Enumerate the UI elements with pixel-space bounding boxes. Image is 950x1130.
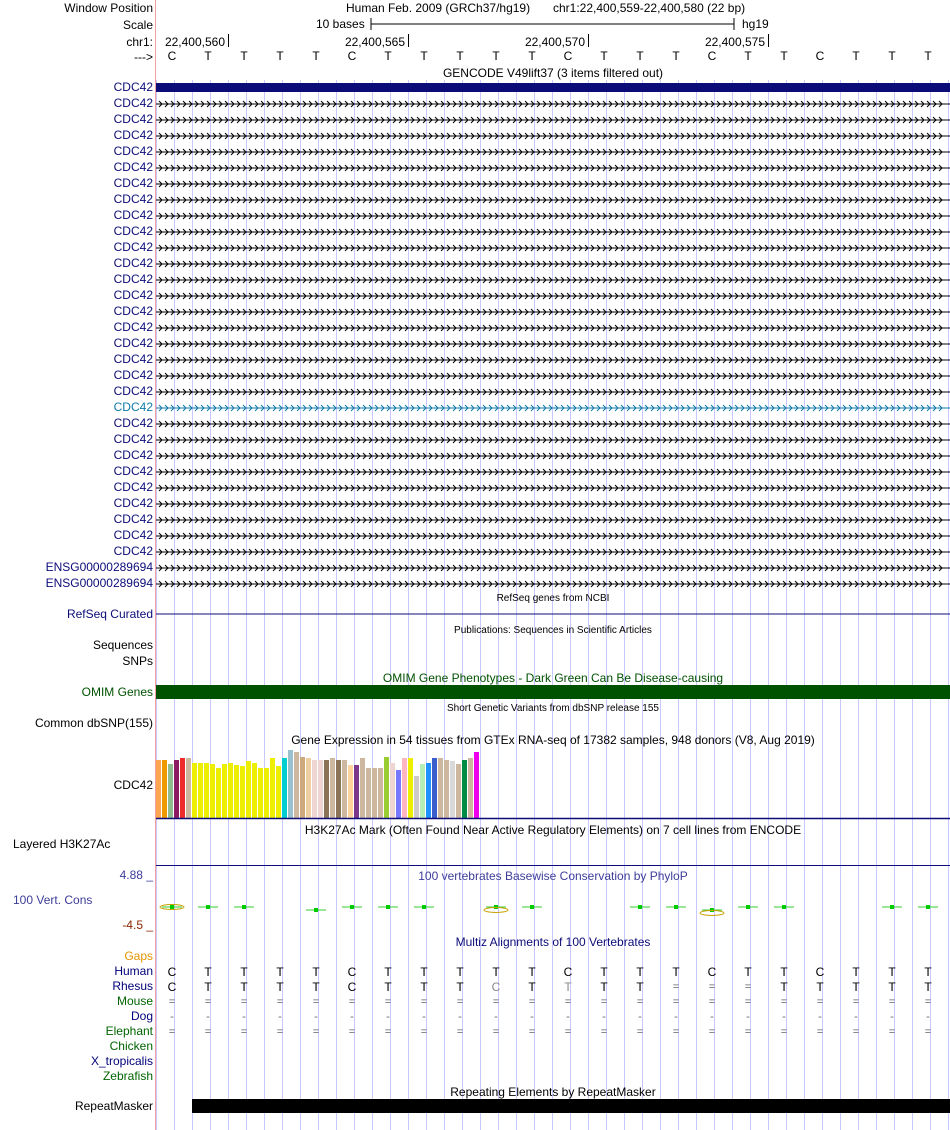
- gtex-tissue-bar: [234, 765, 239, 818]
- gencode-item-label[interactable]: CDC42: [113, 304, 153, 318]
- phylop-score-mark: [674, 905, 678, 909]
- gtex-tissue-bar: [402, 758, 407, 818]
- multiz-base: C: [563, 965, 573, 979]
- multiz-base: T: [888, 965, 896, 979]
- strand-label: --->: [134, 50, 153, 64]
- multiz-base: -: [314, 1011, 318, 1023]
- multiz-base: -: [890, 1011, 894, 1023]
- gtex-tissue-bar: [180, 758, 185, 818]
- gtex-tissue-bar: [252, 763, 257, 818]
- multiz-base: T: [240, 965, 248, 979]
- multiz-base: T: [888, 980, 896, 994]
- multiz-base: =: [600, 996, 608, 1008]
- gtex-tissue-bar: [216, 768, 221, 818]
- multiz-base: =: [276, 996, 284, 1008]
- phylop-score-mark: [422, 905, 426, 909]
- gtex-track-title: Gene Expression in 54 tissues from GTEx RNA-seq of 17382 samples, 948 donors (V8, Aug 2019): [291, 733, 815, 747]
- multiz-base: -: [386, 1011, 390, 1023]
- refseq-track-label[interactable]: RefSeq Curated: [66, 607, 153, 621]
- multiz-species-label[interactable]: Gaps: [124, 949, 153, 963]
- multiz-base: -: [278, 1011, 282, 1023]
- multiz-base: =: [168, 1026, 176, 1038]
- multiz-base: T: [852, 980, 860, 994]
- gtex-tissue-bar: [426, 763, 431, 818]
- ruler-tick-label: 22,400,565: [344, 35, 405, 49]
- multiz-base: =: [492, 1026, 500, 1038]
- multiz-base: T: [924, 965, 932, 979]
- multiz-base: T: [528, 965, 536, 979]
- multiz-base: =: [420, 1026, 428, 1038]
- multiz-base: -: [494, 1011, 498, 1023]
- multiz-base: -: [566, 1011, 570, 1023]
- multiz-base: C: [167, 965, 177, 979]
- phylop-score-mark: [242, 905, 246, 909]
- gtex-tissue-bar: [222, 764, 227, 818]
- ruler-tick-label: 22,400,570: [524, 35, 585, 49]
- phylop-score-mark: [782, 905, 786, 909]
- multiz-base: =: [204, 1026, 212, 1038]
- sequence-base: T: [528, 49, 536, 63]
- gencode-item-label[interactable]: CDC42: [113, 336, 153, 350]
- multiz-base: T: [600, 980, 608, 994]
- sequence-base: T: [636, 49, 644, 63]
- gencode-item-label[interactable]: CDC42: [113, 496, 153, 510]
- gencode-track-title: GENCODE V49lift37 (3 items filtered out): [442, 66, 664, 80]
- sequence-base: T: [492, 49, 500, 63]
- multiz-base: -: [854, 1011, 858, 1023]
- multiz-base: =: [312, 1026, 320, 1038]
- multiz-base: -: [242, 1011, 246, 1023]
- multiz-base: =: [708, 996, 716, 1008]
- multiz-base: -: [674, 1011, 678, 1023]
- publications-snps-label[interactable]: SNPs: [122, 654, 153, 668]
- multiz-base: -: [818, 1011, 822, 1023]
- gencode-item-label[interactable]: CDC42: [113, 384, 153, 398]
- gtex-tissue-bar: [264, 768, 269, 818]
- gtex-track-label[interactable]: CDC42: [113, 778, 153, 792]
- assembly-text: Human Feb. 2009 (GRCh37/hg19): [346, 1, 531, 15]
- gencode-item-label[interactable]: CDC42: [113, 320, 153, 334]
- gtex-tissue-bar: [444, 760, 449, 818]
- multiz-base: T: [780, 965, 788, 979]
- multiz-base: T: [276, 965, 284, 979]
- sequence-base: C: [563, 49, 573, 63]
- multiz-base: =: [348, 1026, 356, 1038]
- gtex-tissue-bar: [408, 758, 413, 818]
- multiz-base: T: [240, 980, 248, 994]
- multiz-species-label[interactable]: Rhesus: [112, 979, 153, 993]
- gencode-item-label[interactable]: ENSG00000289694: [45, 576, 153, 590]
- sequence-base: T: [240, 49, 248, 63]
- gtex-tissue-bar: [204, 763, 209, 818]
- multiz-base: C: [167, 980, 177, 994]
- gencode-item-label[interactable]: CDC42: [113, 96, 153, 110]
- multiz-base: =: [528, 1026, 536, 1038]
- multiz-base: T: [636, 980, 644, 994]
- gencode-item-label[interactable]: CDC42: [113, 512, 153, 526]
- multiz-base: =: [384, 996, 392, 1008]
- gtex-tissue-bar: [456, 764, 461, 818]
- multiz-base: T: [852, 965, 860, 979]
- gtex-tissue-bar: [450, 761, 455, 818]
- multiz-base: -: [170, 1011, 174, 1023]
- multiz-base: T: [564, 980, 572, 994]
- multiz-species-label[interactable]: Elephant: [105, 1024, 153, 1038]
- phylop-score-mark: [746, 905, 750, 909]
- multiz-base: T: [744, 965, 752, 979]
- multiz-base: =: [672, 996, 680, 1008]
- gtex-tissue-bar: [192, 763, 197, 818]
- gtex-tissue-bar: [468, 758, 473, 818]
- gtex-tissue-bar: [378, 768, 383, 818]
- phylop-track-title: 100 vertebrates Basewise Conservation by PhyloP: [418, 869, 688, 883]
- gtex-tissue-bar: [300, 757, 305, 818]
- sequence-base: T: [672, 49, 680, 63]
- phylop-score-mark: [314, 908, 318, 912]
- multiz-base: T: [492, 965, 500, 979]
- multiz-base: =: [780, 1026, 788, 1038]
- multiz-base: =: [528, 996, 536, 1008]
- multiz-base: T: [456, 980, 464, 994]
- gtex-tissue-bar: [474, 752, 479, 818]
- multiz-base: T: [312, 980, 320, 994]
- multiz-base: T: [312, 965, 320, 979]
- multiz-base: =: [924, 996, 932, 1008]
- ruler-tick-label: 22,400,575: [704, 35, 765, 49]
- multiz-base: =: [384, 1026, 392, 1038]
- multiz-base: =: [420, 996, 428, 1008]
- dbsnp-track-label[interactable]: Common dbSNP(155): [34, 716, 153, 730]
- gtex-tissue-bar: [354, 765, 359, 818]
- gtex-tissue-bar: [306, 758, 311, 818]
- multiz-base: =: [636, 996, 644, 1008]
- sequence-base: C: [167, 49, 177, 63]
- multiz-base: T: [420, 980, 428, 994]
- gencode-item-label[interactable]: CDC42: [113, 400, 153, 414]
- phylop-score-mark: [206, 905, 210, 909]
- gtex-tissue-bar: [246, 761, 251, 818]
- multiz-base: =: [168, 996, 176, 1008]
- multiz-base: T: [528, 980, 536, 994]
- ruler-tick-label: 22,400,560: [164, 35, 225, 49]
- sequence-base: T: [852, 49, 860, 63]
- multiz-base: =: [204, 996, 212, 1008]
- multiz-base: -: [458, 1011, 462, 1023]
- multiz-base: C: [347, 980, 357, 994]
- gencode-item-label[interactable]: CDC42: [113, 352, 153, 366]
- multiz-base: T: [672, 965, 680, 979]
- publications-track-title: Publications: Sequences in Scientific Articles: [454, 625, 652, 636]
- multiz-base: =: [240, 1026, 248, 1038]
- multiz-base: =: [888, 1026, 896, 1038]
- gtex-tissue-bar: [162, 760, 167, 818]
- gtex-tissue-bar: [360, 758, 365, 818]
- gencode-item-label[interactable]: CDC42: [113, 448, 153, 462]
- multiz-base: -: [206, 1011, 210, 1023]
- multiz-base: =: [924, 1026, 932, 1038]
- gencode-item-label[interactable]: CDC42: [113, 544, 153, 558]
- multiz-base: -: [350, 1011, 354, 1023]
- multiz-base: C: [815, 965, 825, 979]
- multiz-track-title: Multiz Alignments of 100 Vertebrates: [455, 935, 651, 949]
- gtex-tissue-bar: [186, 758, 191, 818]
- multiz-base: =: [276, 1026, 284, 1038]
- sequence-base: T: [312, 49, 320, 63]
- sequence-base: T: [924, 49, 932, 63]
- gencode-item-label[interactable]: CDC42: [113, 208, 153, 222]
- gtex-tissue-bar: [174, 760, 179, 818]
- sequence-base: T: [600, 49, 608, 63]
- multiz-base: =: [672, 1026, 680, 1038]
- sequence-base: T: [204, 49, 212, 63]
- gencode-item-label[interactable]: CDC42: [113, 368, 153, 382]
- multiz-base: -: [710, 1011, 714, 1023]
- gtex-tissue-bar: [462, 760, 467, 818]
- phylop-score-mark: [350, 905, 354, 909]
- gtex-tissue-bar: [384, 757, 389, 818]
- multiz-species-label[interactable]: X_tropicalis: [90, 1054, 153, 1068]
- multiz-base: -: [782, 1011, 786, 1023]
- scale-db-label: hg19: [742, 17, 769, 31]
- multiz-base: =: [816, 1026, 824, 1038]
- gencode-item-label[interactable]: ENSG00000289694: [45, 560, 153, 574]
- phylop-score-mark: [890, 905, 894, 909]
- multiz-base: T: [276, 980, 284, 994]
- gtex-tissue-bar: [372, 768, 377, 818]
- omim-track-label[interactable]: OMIM Genes: [81, 685, 153, 699]
- multiz-base: T: [384, 980, 392, 994]
- gtex-tissue-bar: [240, 766, 245, 818]
- multiz-base: T: [456, 965, 464, 979]
- gtex-tissue-bar: [210, 764, 215, 818]
- multiz-base: =: [852, 1026, 860, 1038]
- omim-track-title: OMIM Gene Phenotypes - Dark Green Can Be Disease-causing: [382, 671, 724, 685]
- multiz-base: =: [744, 996, 752, 1008]
- multiz-base: =: [708, 1026, 716, 1038]
- multiz-base: T: [384, 965, 392, 979]
- multiz-base: =: [456, 1026, 464, 1038]
- gtex-tissue-bar: [366, 768, 371, 818]
- multiz-base: T: [636, 965, 644, 979]
- gencode-item-label[interactable]: CDC42: [113, 432, 153, 446]
- phylop-score-mark: [530, 905, 534, 909]
- multiz-species-label[interactable]: Dog: [130, 1009, 153, 1023]
- h3k27ac-track-label[interactable]: Layered H3K27Ac: [13, 837, 111, 851]
- sequence-base: T: [384, 49, 392, 63]
- chrom-label: chr1:: [126, 35, 153, 49]
- gencode-exon-block: [156, 83, 950, 92]
- multiz-species-label[interactable]: Mouse: [116, 994, 153, 1008]
- multiz-base: =: [852, 996, 860, 1008]
- multiz-base: =: [780, 996, 788, 1008]
- gtex-tissue-bar: [432, 758, 437, 818]
- gencode-item-label[interactable]: CDC42: [113, 464, 153, 478]
- sequence-base: C: [815, 49, 825, 63]
- gencode-item-label[interactable]: CDC42: [113, 128, 153, 142]
- gencode-item-label[interactable]: CDC42: [113, 272, 153, 286]
- scale-bar-label: 10 bases: [316, 17, 365, 31]
- gtex-tissue-bar: [168, 764, 173, 818]
- multiz-base: =: [636, 1026, 644, 1038]
- multiz-base: =: [492, 996, 500, 1008]
- sequence-base: T: [744, 49, 752, 63]
- gtex-tissue-bar: [342, 760, 347, 818]
- multiz-species-label[interactable]: Zebrafish: [102, 1069, 153, 1083]
- publications-sequences-label[interactable]: Sequences: [92, 638, 153, 652]
- gencode-item-label[interactable]: CDC42: [113, 112, 153, 126]
- omim-bar: [156, 685, 950, 699]
- gtex-tissue-bar: [390, 763, 395, 818]
- refseq-track-title: RefSeq genes from NCBI: [496, 593, 610, 604]
- multiz-base: =: [708, 981, 716, 993]
- sequence-base: T: [420, 49, 428, 63]
- gencode-item-label[interactable]: CDC42: [113, 256, 153, 270]
- multiz-base: =: [744, 981, 752, 993]
- gencode-item-label[interactable]: CDC42: [113, 144, 153, 158]
- repeatmasker-track-title: Repeating Elements by RepeatMasker: [450, 1085, 656, 1099]
- gtex-tissue-bar: [348, 765, 353, 818]
- multiz-base: =: [672, 981, 680, 993]
- gencode-item-label[interactable]: CDC42: [113, 80, 153, 94]
- multiz-base: =: [240, 996, 248, 1008]
- multiz-base: T: [204, 965, 212, 979]
- gtex-tissue-bar: [282, 758, 287, 818]
- gtex-tissue-bar: [318, 760, 323, 818]
- multiz-base: C: [347, 965, 357, 979]
- multiz-base: =: [564, 996, 572, 1008]
- gtex-tissue-bar: [414, 776, 419, 818]
- gencode-item-label[interactable]: CDC42: [113, 288, 153, 302]
- gtex-tissue-bar: [258, 768, 263, 818]
- multiz-species-label[interactable]: Human: [114, 964, 153, 978]
- gtex-tissue-bar: [270, 758, 275, 818]
- dbsnp-track-title: Short Genetic Variants from dbSNP release 155: [447, 703, 659, 714]
- multiz-base: -: [602, 1011, 606, 1023]
- gencode-item-label[interactable]: CDC42: [113, 224, 153, 238]
- multiz-base: =: [600, 1026, 608, 1038]
- sequence-base: T: [276, 49, 284, 63]
- gtex-tissue-bar: [396, 770, 401, 818]
- phylop-score-mark: [386, 905, 390, 909]
- gencode-item-label[interactable]: CDC42: [113, 528, 153, 542]
- multiz-base: =: [564, 1026, 572, 1038]
- multiz-species-label[interactable]: Chicken: [109, 1039, 153, 1053]
- repeatmasker-track-label[interactable]: RepeatMasker: [74, 1099, 153, 1113]
- gtex-tissue-bar: [288, 750, 293, 818]
- gencode-item-label[interactable]: CDC42: [113, 176, 153, 190]
- gtex-tissue-bar: [336, 760, 341, 818]
- multiz-base: -: [638, 1011, 642, 1023]
- multiz-base: =: [312, 996, 320, 1008]
- multiz-base: C: [491, 980, 501, 994]
- sequence-base: C: [707, 49, 717, 63]
- multiz-base: -: [746, 1011, 750, 1023]
- multiz-base: =: [456, 996, 464, 1008]
- range-text: chr1:22,400,559-22,400,580 (22 bp): [553, 1, 746, 15]
- gencode-item-label[interactable]: CDC42: [113, 480, 153, 494]
- gtex-tissue-bar: [276, 766, 281, 818]
- gencode-item-label[interactable]: CDC42: [113, 160, 153, 174]
- multiz-base: =: [348, 996, 356, 1008]
- h3k27ac-track-title: H3K27Ac Mark (Often Found Near Active Regulatory Elements) on 7 cell lines from ENCODE: [304, 823, 802, 837]
- multiz-base: =: [888, 996, 896, 1008]
- multiz-base: -: [926, 1011, 930, 1023]
- multiz-base: T: [204, 980, 212, 994]
- sequence-base: T: [456, 49, 464, 63]
- multiz-base: =: [744, 1026, 752, 1038]
- gencode-item-label[interactable]: CDC42: [113, 240, 153, 254]
- gtex-tissue-bar: [420, 764, 425, 818]
- sequence-base: T: [780, 49, 788, 63]
- gtex-tissue-bar: [228, 763, 233, 818]
- phylop-min-label: -4.5 _: [122, 918, 153, 932]
- window-position-label: Window Position: [64, 1, 153, 15]
- gtex-tissue-bar: [156, 760, 161, 818]
- multiz-base: T: [600, 965, 608, 979]
- sequence-base: T: [888, 49, 896, 63]
- gencode-item-label[interactable]: CDC42: [113, 416, 153, 430]
- repeatmasker-element: [192, 1099, 950, 1113]
- scale-label: Scale: [122, 18, 153, 32]
- multiz-base: =: [816, 996, 824, 1008]
- phylop-track-label[interactable]: 100 Vert. Cons: [13, 893, 93, 907]
- gtex-tissue-bar: [438, 758, 443, 818]
- gencode-item-label[interactable]: CDC42: [113, 192, 153, 206]
- gtex-tissue-bar: [330, 758, 335, 818]
- phylop-max-label: 4.88 _: [119, 868, 153, 882]
- phylop-score-mark: [170, 905, 174, 909]
- multiz-base: T: [816, 980, 824, 994]
- gtex-tissue-bar: [294, 752, 299, 818]
- multiz-base: T: [780, 980, 788, 994]
- sequence-base: C: [347, 49, 357, 63]
- gtex-tissue-bar: [312, 760, 317, 818]
- phylop-score-mark: [926, 905, 930, 909]
- phylop-score-mark: [638, 905, 642, 909]
- multiz-base: T: [924, 980, 932, 994]
- multiz-base: T: [420, 965, 428, 979]
- multiz-base: C: [707, 965, 717, 979]
- multiz-base: -: [422, 1011, 426, 1023]
- multiz-base: -: [530, 1011, 534, 1023]
- gtex-tissue-bar: [198, 763, 203, 818]
- gtex-tissue-bar: [324, 760, 329, 818]
